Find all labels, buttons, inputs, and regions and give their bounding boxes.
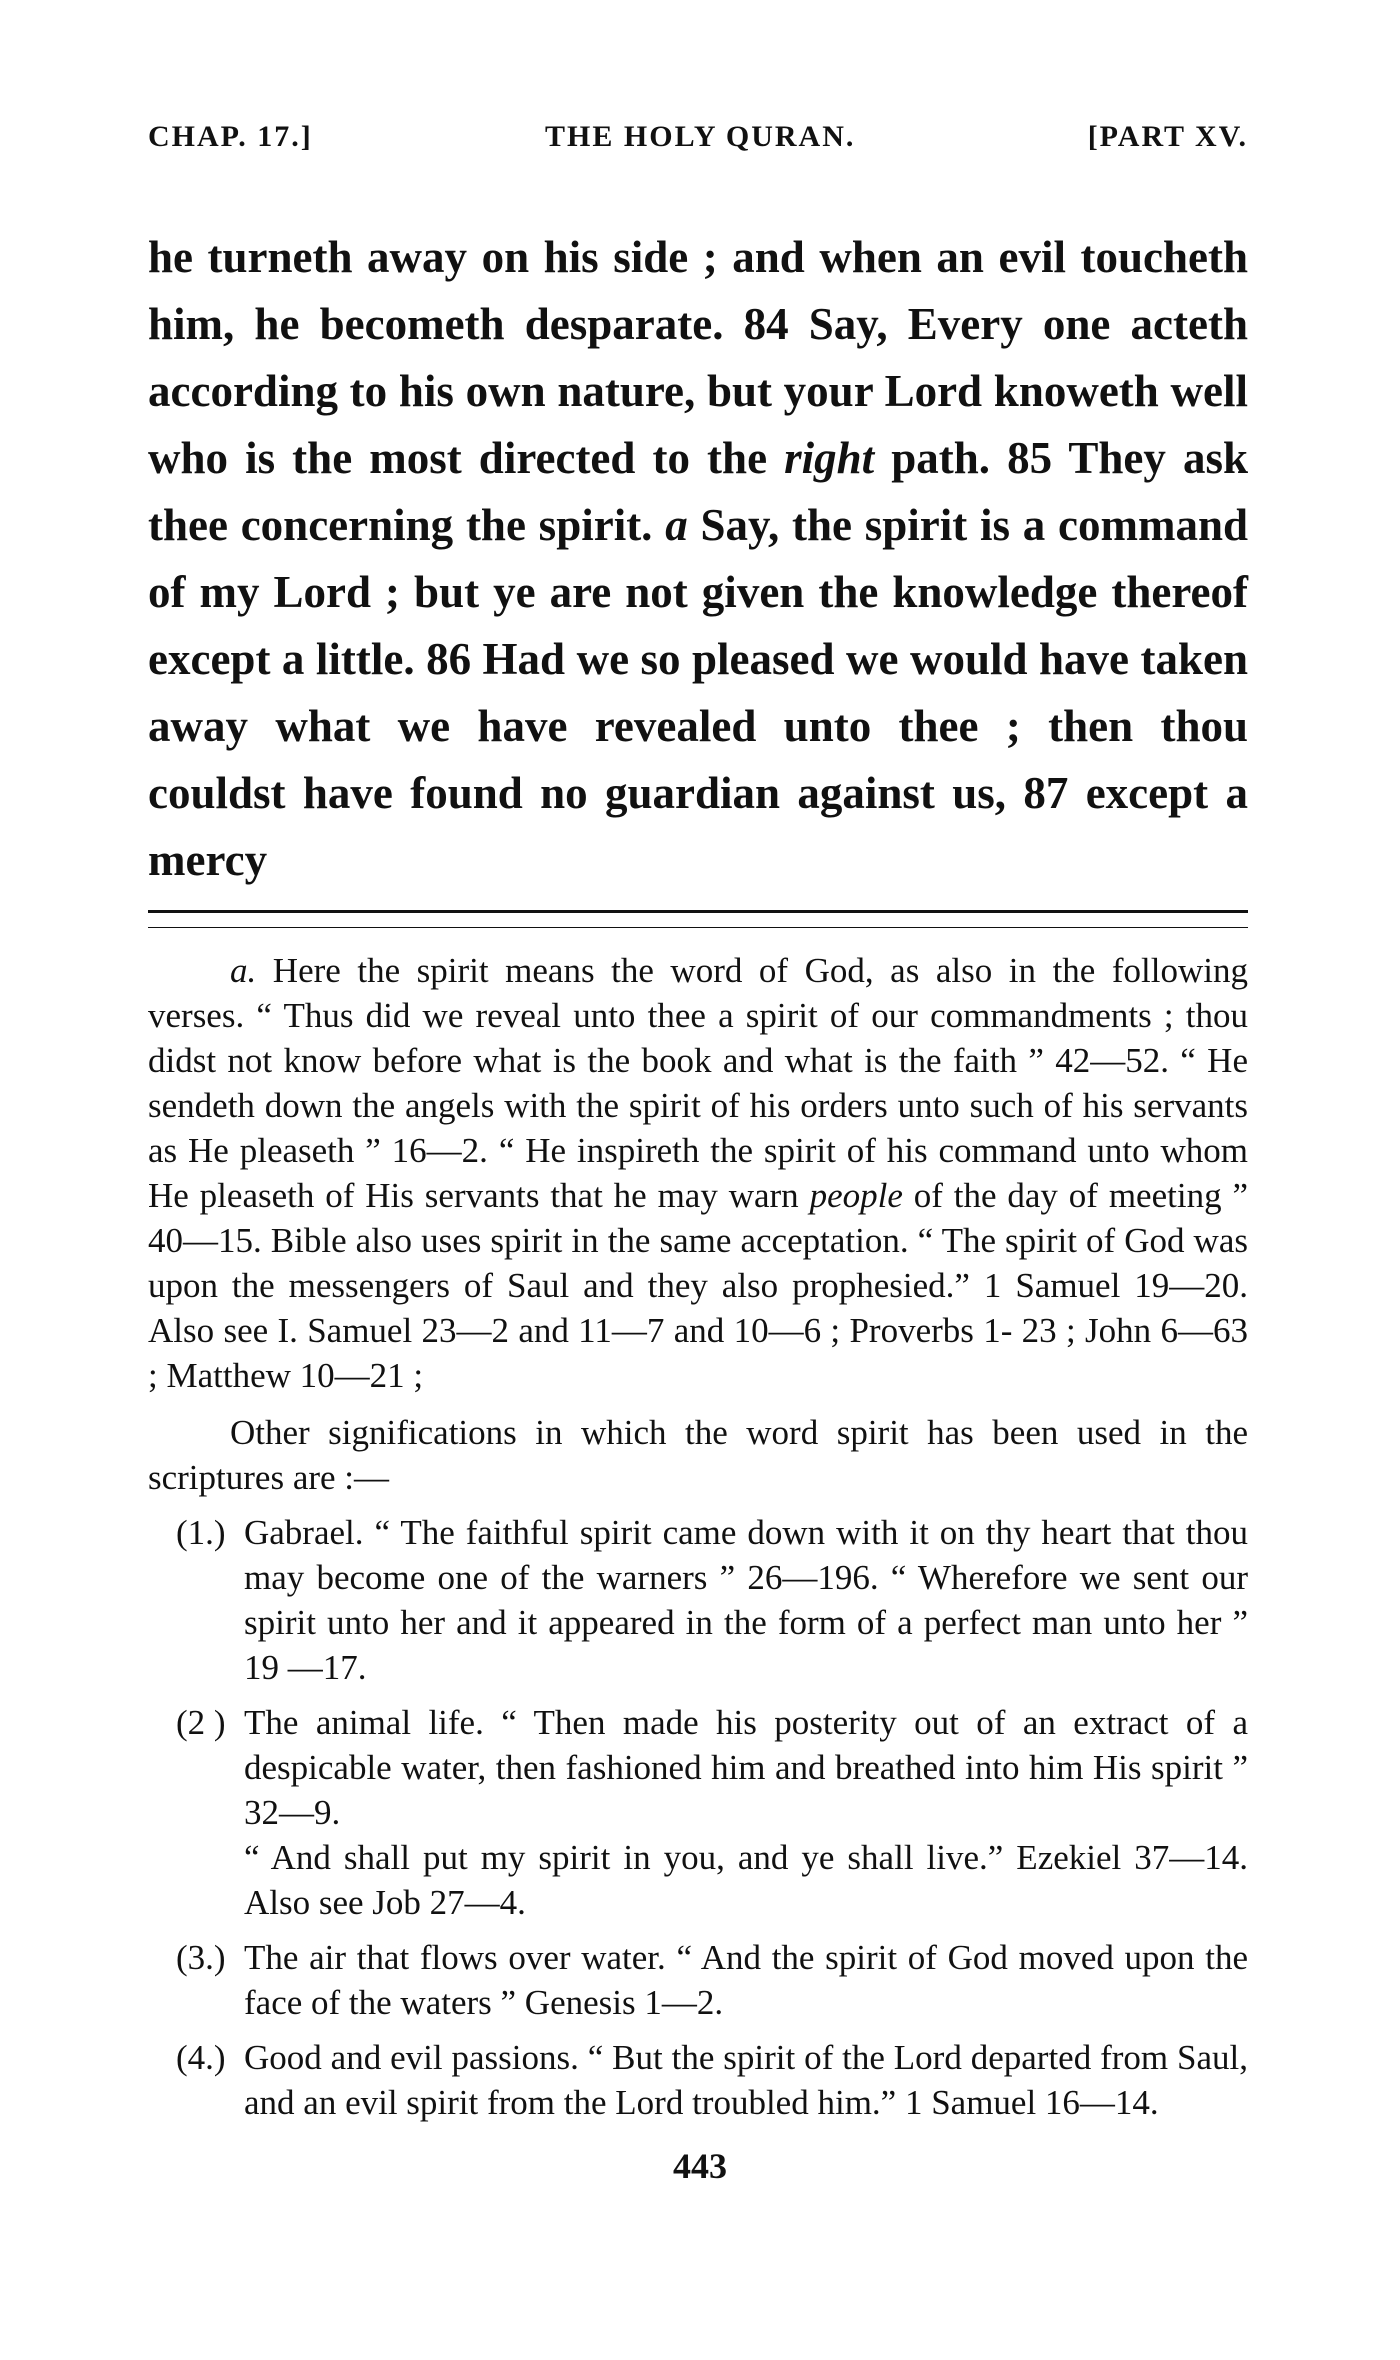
item-text: Good and evil passions. “ But the spirit of the Lord departed from Saul, and an evil spirit from the Lord troubled him.” 1 Samuel 16—14.	[244, 2038, 1248, 2122]
footnote-text-2: of the day of meeting ” 40—15. Bible also uses spirit in the same acceptation. “ The spirit of God was upon the messengers of Saul and they also prophesied.” 1 Samuel 19—20. Also see I. Samuel 23—2 and 11—7 and 10—6 ; Proverbs 1- 23 ; John 6—63 ; Matthew 10—21 ;	[148, 1176, 1248, 1395]
item-text: The air that flows over water. “ And the spirit of God moved upon the face of the waters ” Genesis 1—2.	[244, 1938, 1248, 2022]
main-verse-text	[148, 224, 1248, 894]
footnote-text-1: Here the spirit means the word of God, as also in the following verses. “ Thus did we reveal unto thee a spirit of our commandments ; thou didst not know before what is the book and what is the faith ” 42—52. “ He sendeth down the angels with the spirit of his orders unto such of his servants as He pleaseth ” 16—2. “ He inspireth the spirit of his command unto whom He pleaseth of His servants that he may warn	[148, 951, 1248, 1215]
item-number: (4.)	[176, 2038, 226, 2077]
footnote-label: a.	[230, 951, 257, 990]
verse-text-3: Say, the spirit is a command of my Lord ; but ye are not given the knowledge thereof except a little. 86 Had we so pleased we would have taken away what we have revealed unto thee ; then thou couldst have found no guardian against us, 87 except a mercy	[148, 500, 1249, 885]
item-text: Gabrael. “ The faithful spirit came down with it on thy heart that thou may become one of the warners ” 26—196. “ Wherefore we sent our spirit unto her and it appeared in the form of a perfect man unto her ” 19 —17.	[244, 1513, 1248, 1687]
list-item	[148, 1700, 1248, 1925]
italic-word-right: right	[784, 433, 875, 483]
footnote-section	[148, 948, 1248, 2125]
significations-intro: Other significations in which the word spirit has been used in the scriptures are :—	[148, 1413, 1248, 1497]
book-page	[148, 120, 1248, 2125]
part-label: [PART XV.	[1087, 120, 1248, 153]
chapter-label: CHAP. 17.]	[148, 120, 313, 153]
verse-paragraph	[148, 224, 1248, 894]
running-header	[148, 120, 1248, 154]
item-text-continued: “ And shall put my spirit in you, and ye shall live.” Ezekiel 37—14. Also see Job 27—4.	[244, 1838, 1248, 1922]
item-text: The animal life. “ Then made his posterity out of an extract of a despicable water, then fashioned him and breathed into him His spirit ” 32—9.	[244, 1703, 1248, 1832]
verse-text-1: he turneth away on his side ; and when an evil toucheth him, he becometh desparate. 84 Say, Every one acteth according to his own nature, but your Lord knoweth well who is the most directed to the	[148, 232, 1248, 483]
footnote-marker: a	[665, 500, 688, 550]
list-item	[148, 2035, 1248, 2125]
page-number: 443	[673, 2146, 727, 2186]
list-item	[148, 1935, 1248, 2025]
item-number: (2 )	[176, 1703, 226, 1742]
verse-text-2: path. 85 They ask thee concerning the spirit.	[148, 433, 1248, 550]
footnote-divider	[148, 910, 1248, 928]
item-number: (3.)	[176, 1938, 226, 1977]
footnote-paragraph	[148, 948, 1248, 1398]
list-item	[148, 1510, 1248, 1690]
italic-word-people: people	[809, 1176, 903, 1215]
item-number: (1.)	[176, 1513, 226, 1552]
book-title: THE HOLY QURAN.	[545, 120, 856, 153]
